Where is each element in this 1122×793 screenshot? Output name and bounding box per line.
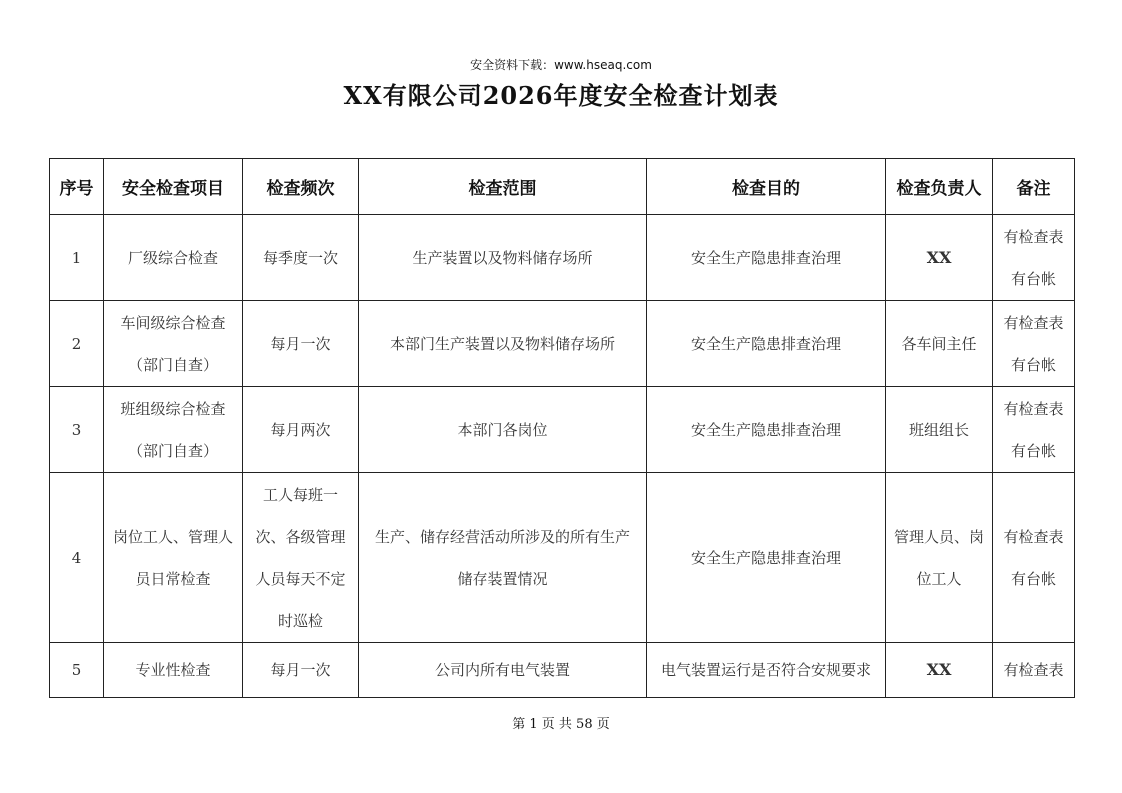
cell-scope <box>359 643 647 698</box>
cell-purpose: 安全生产隐患排查治理 <box>647 301 886 387</box>
cell-owner <box>886 387 993 473</box>
cell-no: 1 <box>50 215 104 301</box>
table-row <box>50 473 1075 643</box>
cell-item <box>104 387 243 473</box>
table-header-row <box>50 159 1075 215</box>
header-item: 安全检查项目 <box>104 159 243 215</box>
cell-line: 有检查表 <box>1003 313 1064 332</box>
header-scope: 检查范围 <box>359 159 647 215</box>
cell-no: 4 <box>50 473 104 643</box>
cell-line: 各车间主任 <box>901 334 977 353</box>
cell-item <box>104 473 243 643</box>
cell-line: 时巡检 <box>277 611 323 630</box>
table-row <box>50 643 1075 698</box>
cell-owner <box>886 215 993 301</box>
cell-line: 每月一次 <box>270 661 331 679</box>
header-purpose: 检查目的 <box>647 159 886 215</box>
table-row <box>50 301 1075 387</box>
header-remark: 备注 <box>993 159 1075 215</box>
cell-item <box>104 301 243 387</box>
cell-line: 岗位工人、管理人 <box>112 527 233 546</box>
cell-purpose: 安全生产隐患排查治理 <box>647 215 886 301</box>
cell-item <box>104 643 243 698</box>
cell-line: 人员每天不定 <box>255 569 346 588</box>
cell-line: 车间级综合检查 <box>120 313 226 332</box>
table-row <box>50 387 1075 473</box>
cell-scope <box>359 215 647 301</box>
cell-line: 专业性检查 <box>135 661 211 679</box>
cell-line: XX <box>926 247 952 267</box>
cell-remark <box>993 643 1075 698</box>
safety-inspection-plan-table <box>49 158 1075 698</box>
cell-line: 有台帐 <box>1010 355 1056 374</box>
cell-no: 5 <box>50 643 104 698</box>
cell-line: 生产装置以及物料储存场所 <box>412 248 593 267</box>
cell-line: 员日常检查 <box>135 569 211 588</box>
cell-line: 班组组长 <box>908 420 969 439</box>
cell-line: 生产、储存经营活动所涉及的所有生产 <box>374 527 630 546</box>
cell-line: 工人每班一 <box>262 485 338 504</box>
cell-line: 有台帐 <box>1010 269 1056 288</box>
cell-frequency <box>243 301 359 387</box>
cell-line: （部门自查） <box>127 441 218 460</box>
cell-owner <box>886 301 993 387</box>
cell-line: （部门自查） <box>127 355 218 374</box>
cell-remark <box>993 215 1075 301</box>
cell-line: 储存装置情况 <box>457 569 548 588</box>
cell-no: 2 <box>50 301 104 387</box>
cell-remark <box>993 473 1075 643</box>
cell-line: 有检查表 <box>1003 661 1064 679</box>
cell-scope <box>359 473 647 643</box>
cell-line: 次、各级管理 <box>255 527 346 546</box>
page-number-footer: 第 1 页 共 58 页 <box>512 717 610 732</box>
cell-line: 每月两次 <box>270 420 331 439</box>
cell-line: 有检查表 <box>1003 527 1064 546</box>
cell-line: 有检查表 <box>1003 399 1064 418</box>
header-no: 序号 <box>50 159 104 215</box>
cell-line: 有台帐 <box>1010 569 1056 588</box>
cell-line: 有台帐 <box>1010 441 1056 460</box>
cell-line: 本部门生产装置以及物料储存场所 <box>389 334 615 353</box>
table-row <box>50 215 1075 301</box>
cell-line: 公司内所有电气装置 <box>434 661 570 679</box>
cell-line: XX <box>926 660 952 679</box>
cell-purpose: 安全生产隐患排查治理 <box>647 473 886 643</box>
cell-line: 班组级综合检查 <box>120 399 226 418</box>
cell-frequency <box>243 473 359 643</box>
cell-remark <box>993 387 1075 473</box>
cell-line: 有检查表 <box>1003 227 1064 246</box>
document-title: XX有限公司2026年度安全检查计划表 <box>343 81 779 110</box>
cell-no: 3 <box>50 387 104 473</box>
cell-owner <box>886 643 993 698</box>
cell-purpose: 电气装置运行是否符合安规要求 <box>647 643 886 698</box>
cell-line: 管理人员、岗 <box>893 527 984 546</box>
cell-line: 本部门各岗位 <box>457 420 548 439</box>
header-frequency: 检查频次 <box>243 159 359 215</box>
cell-remark <box>993 301 1075 387</box>
cell-line: 每季度一次 <box>262 248 338 267</box>
cell-line: 厂级综合检查 <box>127 248 218 267</box>
header-note: 安全资料下载：www.hseaq.com <box>470 58 652 72</box>
cell-frequency <box>243 387 359 473</box>
cell-line: 每月一次 <box>270 334 331 353</box>
cell-purpose: 安全生产隐患排查治理 <box>647 387 886 473</box>
cell-frequency <box>243 215 359 301</box>
cell-scope <box>359 301 647 387</box>
header-owner: 检查负责人 <box>886 159 993 215</box>
cell-owner <box>886 473 993 643</box>
cell-line: 位工人 <box>916 569 962 588</box>
cell-frequency <box>243 643 359 698</box>
cell-scope <box>359 387 647 473</box>
cell-item <box>104 215 243 301</box>
